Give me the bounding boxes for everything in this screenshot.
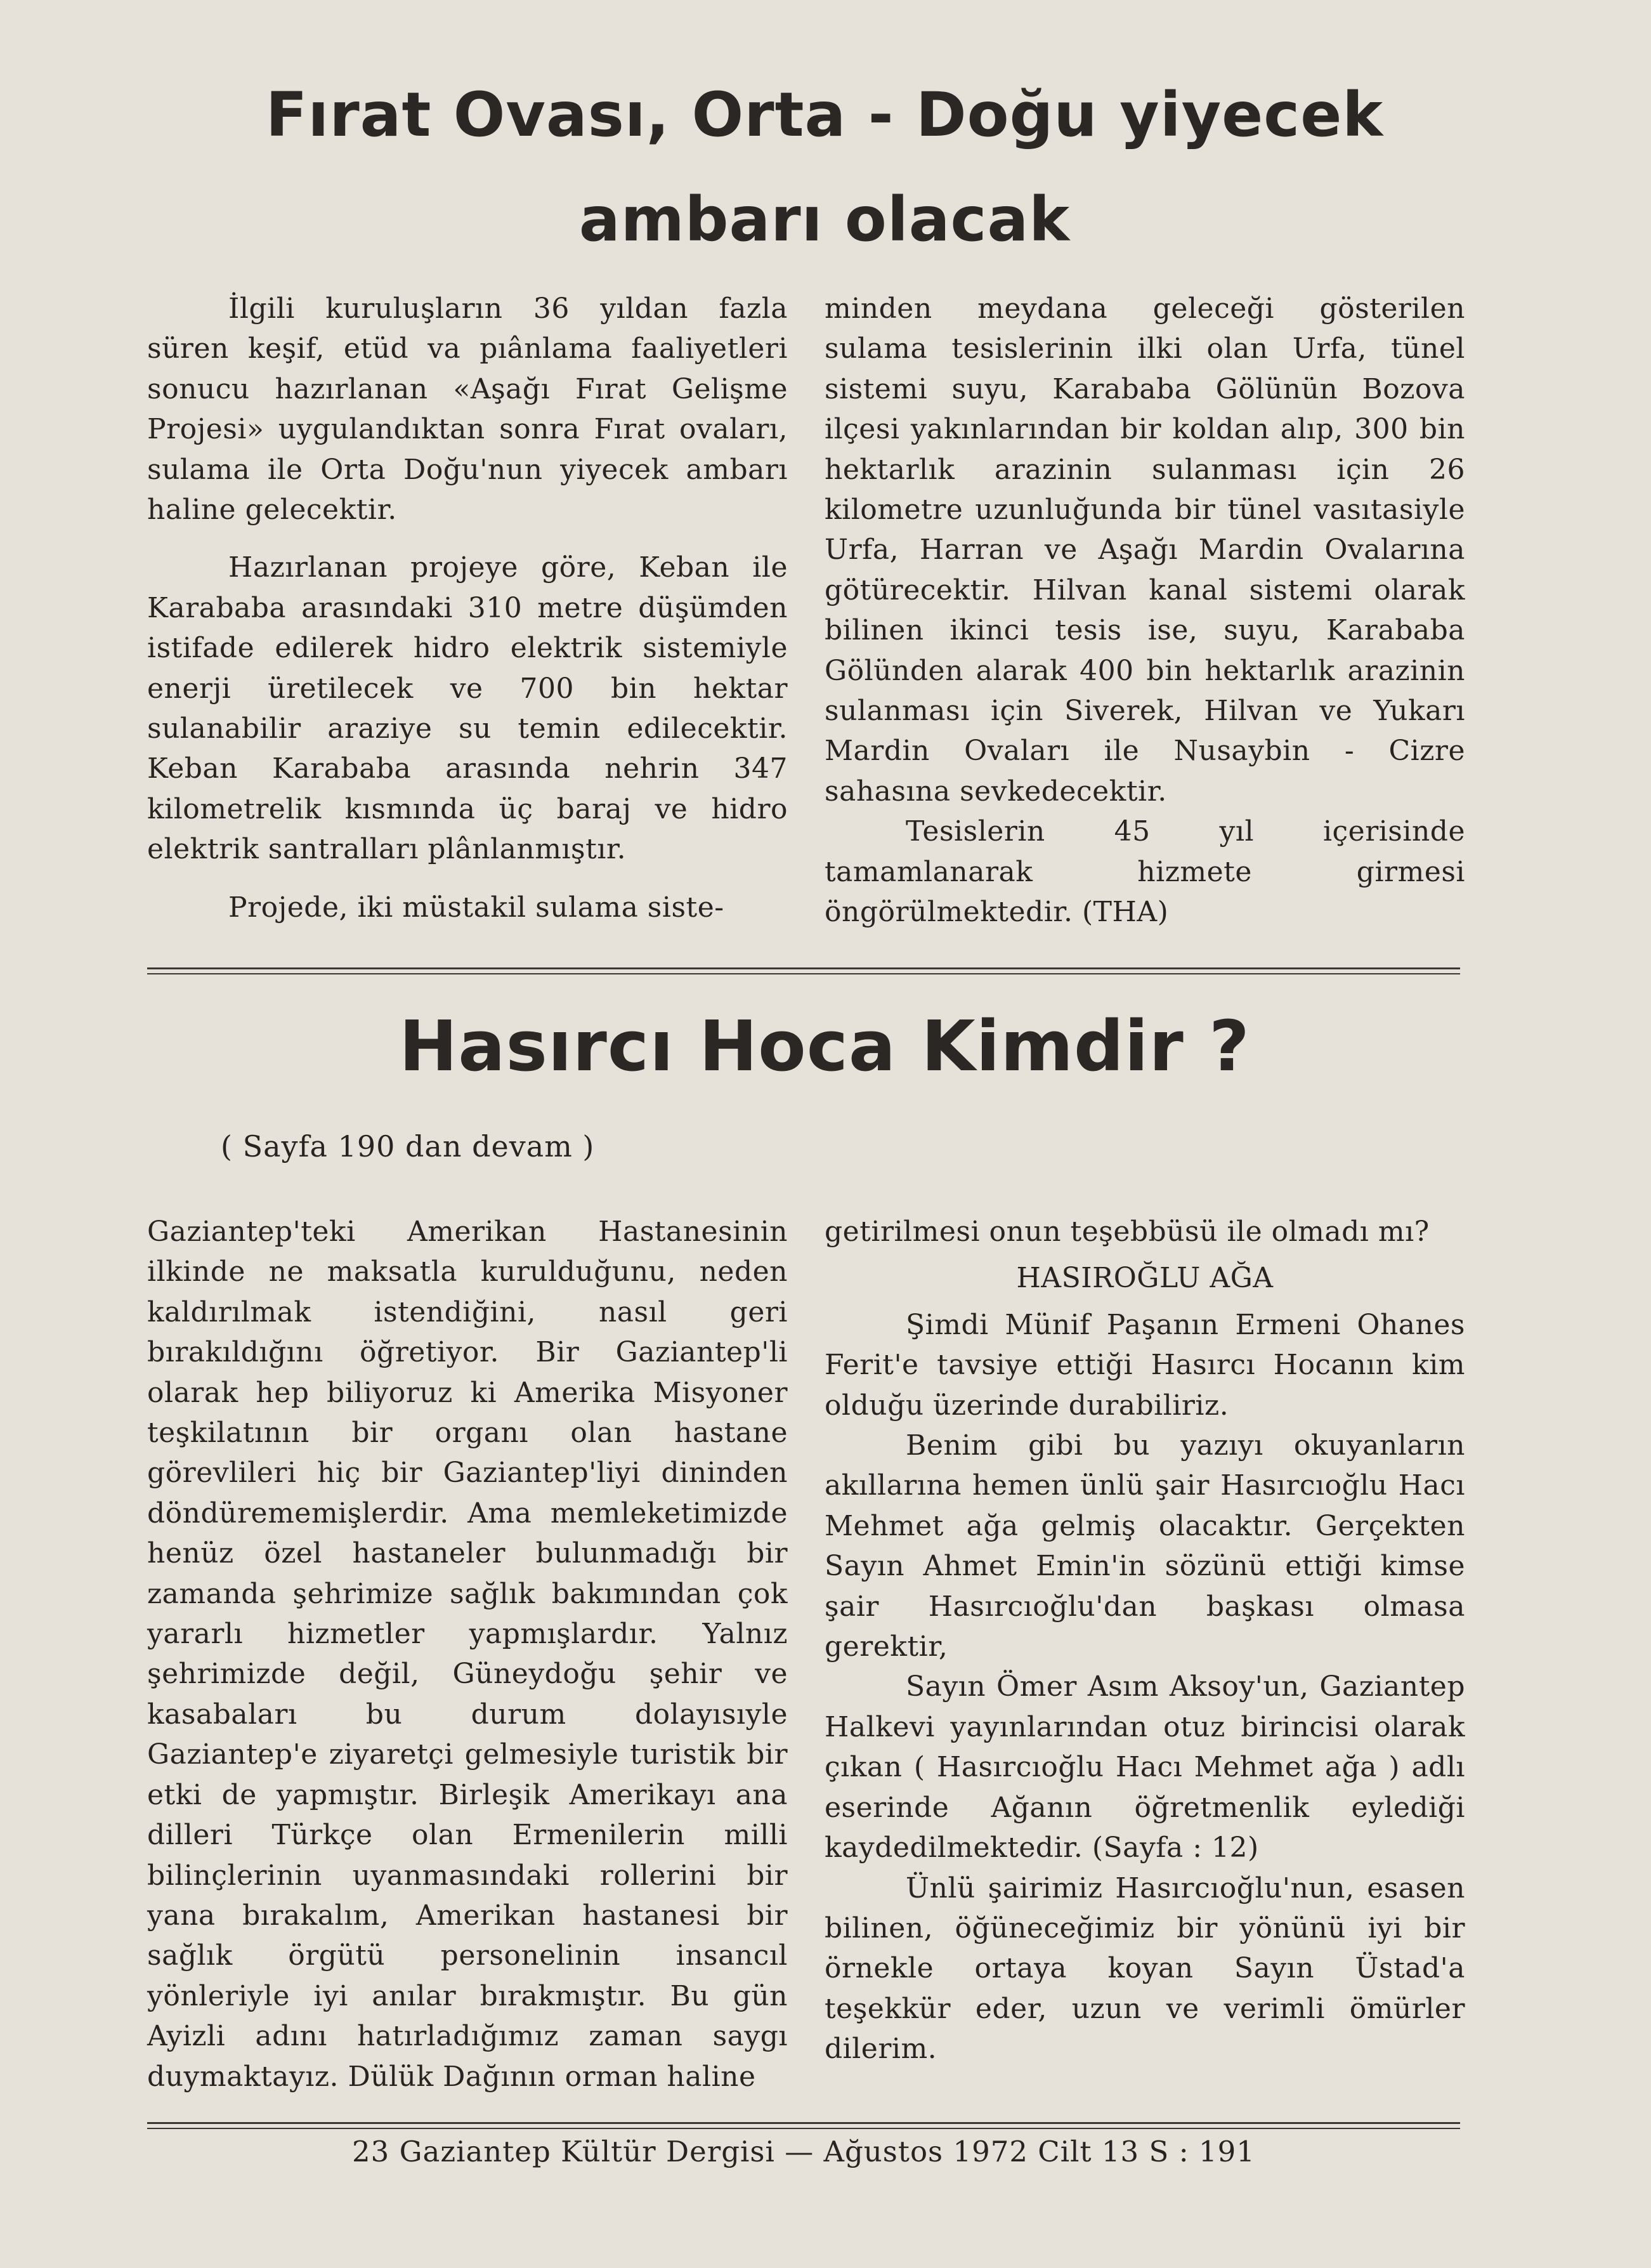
article1-left-paragraph: Hazırlanan projeye göre, Keban ile Karababa arasındaki 310 metre düşümden istifade edilerek hidro elektrik sistemiyle enerji üretilecek ve 700 bin hektar sulanabilir araziye su temin edilecektir. Keban Karababa arasında nehrin 347 kilometrelik kısmında üç baraj ve hidro elektrik santralları plânlanmıştır. bbox=[147, 551, 788, 866]
article1-left-column bbox=[147, 289, 788, 928]
article1-right-paragraph: minden meydana geleceği gösterilen sulama tesislerinin ilki olan Urfa, tünel sistemi suyu, Karababa Gölünün Bozova ilçesi yakınlarından bir koldan alıp, 300 bin hektarlık arazinin sulanması için 26 kilometre uzunluğunda bir tünel vasıtasiyle Urfa, Harran ve Aşağı Mardin Ovalarına götürecektir. Hilvan kanal sistemi olarak bilinen ikinci tesis ise, suyu, Karababa Gölünden alarak 400 bin hektarlık arazinin sulanması için Siverek, Hilvan ve Yukarı Mardin Ovaları ile Nusaybin - Cizre sahasına sevkedecektir. bbox=[825, 292, 1465, 808]
article2-title: Hasırcı Hoca Kimdir ? bbox=[399, 1006, 1250, 1087]
article2-subheading: HASIROĞLU AĞA bbox=[1016, 1262, 1274, 1295]
article2-right-column bbox=[825, 1212, 1465, 2069]
section-divider bbox=[147, 967, 1460, 974]
article2-right-paragraph: Şimdi Münif Paşanın Ermeni Ohanes Ferit'e tavsiye ettiği Hasırcı Hocanın kim olduğu üzerinde durabiliriz. bbox=[825, 1308, 1465, 1422]
article2-left-paragraph: Gaziantep'teki Amerikan Hastanesinin ilkinde ne maksatla kurulduğunu, neden kaldırılmak istendiğini, nasıl geri bırakıldığını öğretiyor. Bir Gaziantep'li olarak hep biliyoruz ki Amerika Misyoner teşkilatının bir organı olan hastane görevlileri hiç bir Gaziantep'liyi dininden döndürememişlerdir. Ama memleketimizde henüz özel hastaneler bulunmadığı bir zamanda şehrimize sağlık bakımından çok yararlı hizmetler yapmışlardır. Yalnız şehrimizde değil, Güneydoğu şehir ve kasabaları bu durum dolayısıyle Gaziantep'e ziyaretçi gelmesiyle turistik bir etki de yapmıştır. Birleşik Amerikayı ana dilleri Türkçe olan Ermenilerin milli bilinçlerinin uyanmasındaki rollerini bir yana bırakalım, Amerikan hastanesi bir sağlık örgütü personelinin insancıl yönleriyle iyi anılar bırakmıştır. Bu gün Ayizli adını hatırladığımız zaman saygı duymaktayız. Dülük Dağının orman haline bbox=[147, 1216, 788, 2093]
article2-right-paragraph: Sayın Ömer Asım Aksoy'un, Gaziantep Halkevi yayınlarından otuz birincisi olarak çıkan ( Hasırcıoğlu Hacı Mehmet ağa ) adlı eserinde Ağanın öğretmenlik eylediği kaydedilmektedir. (Sayfa : 12) bbox=[825, 1670, 1465, 1865]
page-footer: 23 Gaziantep Kültür Dergisi — Ağustos 1972 Cilt 13 S : 191 bbox=[352, 2135, 1255, 2168]
article2-right-paragraph: Benim gibi bu yazıyı okuyanların akıllarına hemen ünlü şair Hasırcıoğlu Hacı Mehmet ağa gelmiş olacaktır. Gerçekten Sayın Ahmet Emin'in sözünü ettiği kimse şair Hasırcıoğlu'dan başkası olmasa gerektir, bbox=[825, 1429, 1465, 1663]
article1-right-paragraph: Tesislerin 45 yıl içerisinde tamamlanarak hizmete girmesi öngörülmektedir. (THA) bbox=[825, 815, 1465, 929]
footer-divider bbox=[147, 2122, 1460, 2129]
article2-left-column bbox=[147, 1212, 788, 2097]
article1-left-paragraph: Projede, iki müstakil sulama siste- bbox=[228, 891, 724, 924]
article1-left-paragraph: İlgili kuruluşların 36 yıldan fazla süren keşif, etüd va pıânlama faaliyetleri sonucu hazırlanan «Aşağı Fırat Gelişme Projesi» uygulandıktan sonra Fırat ovaları, sulama ile Orta Doğu'nun yiyecek ambarı haline gelecektir. bbox=[147, 292, 788, 527]
article1-title-line2: ambarı olacak bbox=[578, 184, 1071, 255]
article2-right-paragraph: Ünlü şairimiz Hasırcıoğlu'nun, esasen bilinen, öğüneceğimiz bir yönünü iyi bir örnekle ortaya koyan Sayın Üstad'a teşekkür eder, uzun ve verimli ömürler dilerim. bbox=[825, 1871, 1465, 2066]
continued-note: ( Sayfa 190 dan devam ) bbox=[221, 1129, 595, 1163]
article1-title-line1: Fırat Ovası, Orta - Doğu yiyecek bbox=[265, 79, 1384, 150]
article2-right-intro: getirilmesi onun teşebbüsü ile olmadı mı? bbox=[825, 1216, 1430, 1248]
article1-right-column bbox=[825, 289, 1465, 933]
